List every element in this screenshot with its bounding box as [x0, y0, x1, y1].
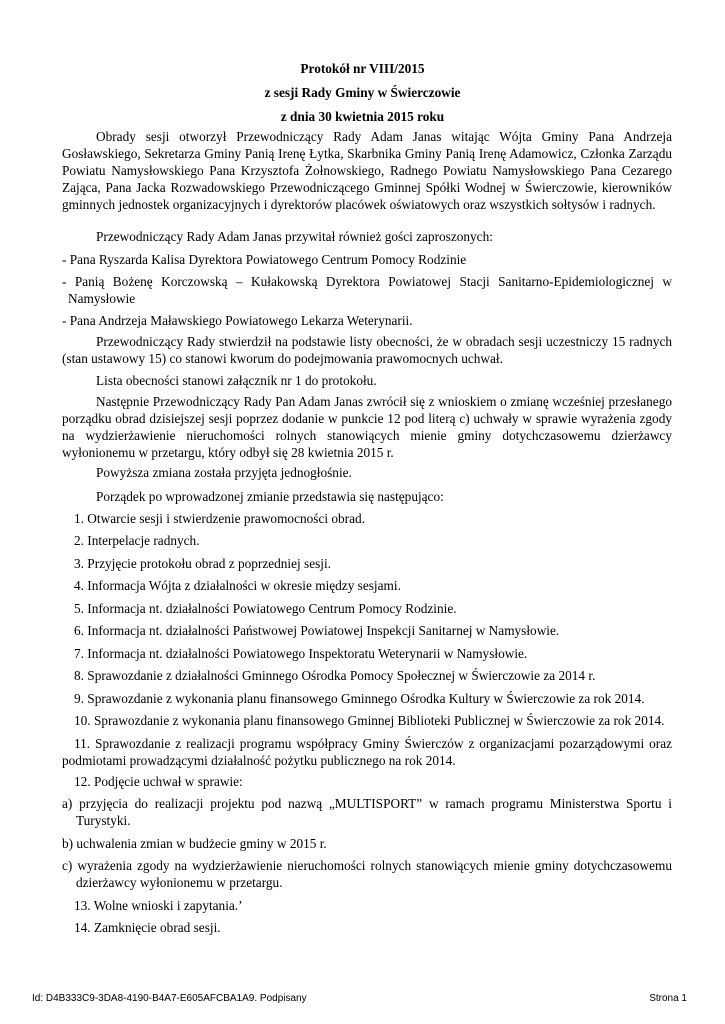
accepted-note: Powyższa zmiana została przyjęta jednogłośnie.	[96, 465, 352, 480]
agenda-item: 8. Sprawozdanie z działalności Gminnego Ośrodka Pomocy Społecznej w Świerczowie za 2014 r.	[74, 668, 596, 683]
guest-item	[62, 273, 672, 307]
agenda-item: 6. Informacja nt. działalności Państwowej Powiatowej Inspekcji Sanitarnej w Namysłowie.	[74, 623, 560, 638]
guest-item-text: - Panią Bożenę Korczowską – Kułakowską Dyrektora Powiatowej Stacji Sanitarno-Epidemiologicznej w Namysłowie	[62, 274, 672, 306]
footer-document-id: Id: D4B333C9-3DA8-4190-B4A7-E605AFCBA1A9. Podpisany	[32, 993, 307, 1004]
document-subtitle: z sesji Rady Gminy w Świerczowie	[264, 85, 461, 100]
document-title: Protokół nr VIII/2015	[300, 61, 425, 76]
document-date: z dnia 30 kwietnia 2015 roku	[280, 109, 445, 124]
agenda-item: 5. Informacja nt. działalności Powiatowego Centrum Pomocy Rodzinie.	[74, 601, 457, 616]
sub-item-text: c) wyrażenia zgody na wydzierżawienie nieruchomości rolnych stanowiących mienie gminy dotychczasowemu dzierżawcy wyłonionemu w przetargu.	[62, 858, 672, 890]
agenda-item: 1. Otwarcie sesji i stwierdzenie prawomocności obrad.	[74, 511, 365, 526]
sub-item: b) uchwalenia zmian w budżecie gminy w 2015 r.	[62, 836, 327, 851]
guest-item: - Pana Andrzeja Maławskiego Powiatowego Lekarza Weterynarii.	[62, 313, 413, 328]
agenda-item: 9. Sprawozdanie z wykonania planu finansowego Gminnego Ośrodka Kultury w Świerczowie za rok 2014.	[74, 691, 645, 706]
agenda-intro: Porządek po wprowadzonej zmianie przedstawia się następująco:	[96, 489, 444, 504]
footer-page-number: Strona 1	[649, 993, 687, 1004]
agenda-item: 13. Wolne wnioski i zapytania.’	[74, 898, 243, 913]
agenda-item: 7. Informacja nt. działalności Powiatowego Inspektoratu Weterynarii w Namysłowie.	[74, 646, 528, 661]
agenda-item: 14. Zamknięcie obrad sesji.	[74, 920, 221, 935]
sub-item-text: a) przyjęcia do realizacji projektu pod nazwą „MULTISPORT” w ramach programu Ministerstwa Sportu i Turystyki.	[62, 796, 672, 828]
agenda-item: 10. Sprawozdanie z wykonania planu finansowego Gminnej Biblioteki Publicznej w Świerczowie za rok 2014.	[74, 713, 665, 728]
agenda-item: 12. Podjęcie uchwał w sprawie:	[74, 774, 243, 789]
sub-item	[62, 795, 672, 829]
change-request-paragraph: Następnie Przewodniczący Rady Pan Adam Janas zwrócił się z wnioskiem o zmianę wcześniej przesłanego porządku obrad dzisiejszej sesji poprzez dodanie w punkcie 12 pod literą c) uchwały w sprawie wyrażenia zgody na wydzierżawienie nieruchomości rolnych stanowiących mienie gminy dotychczasowemu dzierżawcy wyłonionemu w przetargu, który odbył się 28 kwietnia 2015 r.	[62, 394, 672, 460]
quorum-paragraph: Przewodniczący Rady stwierdził na podstawie listy obecności, że w obradach sesji uczestniczy 15 radnych (stan ustawowy 15) co stanowi kworum do podejmowania prawomocnych uchwał.	[62, 334, 672, 366]
intro-paragraph: Obrady sesji otworzył Przewodniczący Rady Adam Janas witając Wójta Gminy Pana Andrzeja Gosławskiego, Sekretarza Gminy Panią Irenę Łytka, Skarbnika Gminy Panią Irenę Adamowicz, Członka Zarządu Powiatu Namysłowskiego Pana Krzysztofa Żołnowskiego, Radnego Powiatu Namysłowskiego Pana Cezarego Zająca, Pana Jacka Rozwadowskiego Przewodniczącego Gminnej Spółki Wodnej w Świerczowie, kierowników gminnych jednostek organizacyjnych i dyrektorów placówek oświatowych oraz wszystkich sołtysów i radnych.	[62, 129, 672, 212]
guest-item: - Pana Ryszarda Kalisa Dyrektora Powiatowego Centrum Pomocy Rodzinie	[62, 252, 467, 267]
agenda-item: 11. Sprawozdanie z realizacji programu współpracy Gminy Świerczów z organizacjami pozarządowymi oraz podmiotami prowadzącymi działalność pożytku publicznego na rok 2014.	[62, 736, 672, 768]
agenda-item: 3. Przyjęcie protokołu obrad z poprzedniej sesji.	[74, 556, 331, 571]
guests-intro: Przewodniczący Rady Adam Janas przywitał również gości zaproszonych:	[96, 229, 493, 244]
agenda-item: 2. Interpelacje radnych.	[74, 533, 200, 548]
agenda-item: 4. Informacja Wójta z działalności w okresie między sesjami.	[74, 578, 401, 593]
sub-item	[62, 857, 672, 891]
attendance-note: Lista obecności stanowi załącznik nr 1 do protokołu.	[96, 373, 377, 388]
